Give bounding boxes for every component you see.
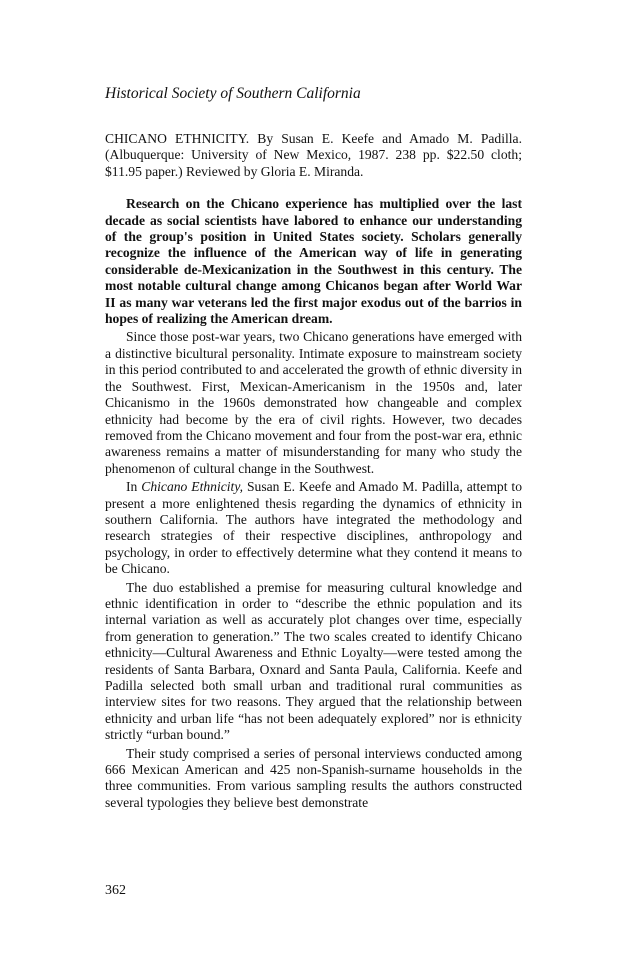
review-citation: CHICANO ETHNICITY. By Susan E. Keefe and Amado M. Padilla. (Albuquerque: University of New Mexico, 1987. 238 pp. $22.50 cloth; $11.95 paper.) Reviewed by Gloria E. Miranda. [105, 131, 522, 179]
paragraph-rest-text: Susan E. Keefe and Amado M. Padilla, attempt to present a more enlightened thesis regarding the dynamics of ethnicity in southern California. The authors have integrated the methodology and research strategies of their respective disciplines, anthropology and psychology, in order to effectively determine what they contend it means to be Chicano. [105, 479, 522, 577]
body-paragraph-1: Research on the Chicano experience has multiplied over the last decade as social scientists have labored to enhance our understanding of the group's position in United States society. Scholars generally recognize the influence of the American way of life in generating considerable de-Mexicanization in the Southwest in this century. The most notable cultural change among Chicanos began after World War II as many war veterans led the first major exodus out of the barrios in hopes of realizing the American dream. [105, 196, 522, 327]
running-header: Historical Society of Southern California [105, 85, 361, 102]
book-title-italic: Chicano Ethnicity, [141, 479, 244, 495]
paragraph-lead-text: In [126, 479, 142, 495]
page-number: 362 [105, 883, 126, 898]
body-paragraph-2: Since those post-war years, two Chicano generations have emerged with a distinctive bicultural personality. Intimate exposure to mainstream society in this period contributed to and accelerated the growth of ethnic diversity in the Southwest. First, Mexican-Americanism in the 1950s and, later Chicanismo in the 1960s demonstrated how changeable and complex ethnicity had become by the era of civil rights. However, two decades removed from the Chicano movement and four from the post-war era, ethnic awareness remains a matter of misunderstanding for many who study the phenomenon of cultural change in the Southwest. [105, 329, 522, 476]
body-paragraph-3 [105, 479, 522, 577]
body-paragraph-4: The duo established a premise for measuring cultural knowledge and ethnic identification in order to “describe the ethnic population and its internal variation as well as accurately plot changes over time, especially from generation to generation.” The two scales created to identify Chicano ethnicity—Cultural Awareness and Ethnic Loyalty—were tested among the residents of Santa Barbara, Oxnard and Santa Paula, California. Keefe and Padilla selected both small urban and traditional rural communities as interview sites for two reasons. They argued that the relationship between ethnicity and urban life “has not been adequately explored” nor is ethnicity strictly “urban bound.” [105, 579, 522, 743]
book-review [105, 131, 522, 811]
body-paragraph-5: Their study comprised a series of personal interviews conducted among 666 Mexican American and 425 non-Spanish-surname households in the three communities. From various sampling results the authors constructed several typologies they believe best demonstrate [105, 745, 522, 810]
